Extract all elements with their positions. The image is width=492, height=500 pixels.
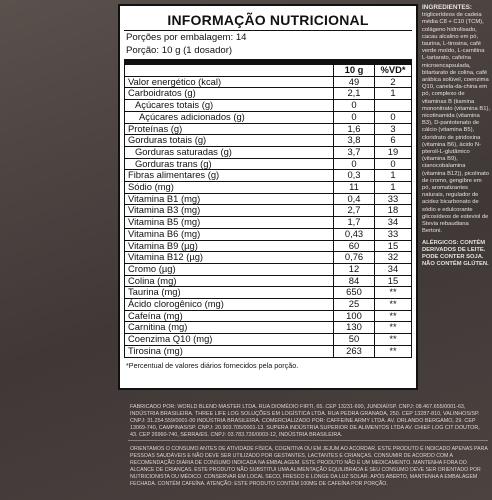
- table-row: [125, 88, 412, 100]
- nutrient-amount: 12: [334, 263, 375, 275]
- nutrient-name: Colina (mg): [125, 275, 334, 287]
- nutrient-dv: 1: [375, 170, 412, 182]
- nutrient-dv: 15: [375, 275, 412, 287]
- nutrition-title: INFORMAÇÃO NUTRICIONAL: [167, 12, 369, 28]
- nutrient-name: Ácido clorogênico (mg): [125, 299, 334, 311]
- nutrient-amount: 1,7: [334, 217, 375, 229]
- table-header-row: [125, 65, 412, 77]
- nutrient-name: Cafeína (mg): [125, 310, 334, 322]
- nutrient-dv: **: [375, 310, 412, 322]
- table-row: [125, 123, 412, 135]
- nutrient-dv: 34: [375, 217, 412, 229]
- allergy-warning: ALÉRGICOS: CONTÉM DERIVADOS DE LEITE. PODE CONTER SOJA. NÃO CONTÉM GLÚTEN.: [422, 239, 489, 268]
- nutrient-dv: 15: [375, 240, 412, 252]
- ingredients-text: triglicerídeos de cadeia média C8 + C10 (TCM), colágeno hidrolisado, cacau alcalino em pó, taurina, L-tirosina, café verde moído, L-carnitina L-tartarato, cafeína microencapsulada, bitartarato de colina, café arábica solúvel, coenzima Q10, canela-da-china em pó, complexo de vitaminas B (tiamina mononitrato (vitamina B1), nicotinamida (vitamina B3), D-pantotenato de cálcio (vitamina B5), cloridrato de piridoxina (vitamina B6), ácido N-pteroil-L-glutâmico (vitamina B9), cianocobalamina (vitamina B12)), picolinato de cromo, gengibre em pó, aromatizantes naturais, regulador de acidez bicarbonato de sódio e edulcorante glicosídeos de esteviol de Stevia rebaudiana Bertoni.: [422, 12, 490, 235]
- table-row: [125, 299, 412, 311]
- table-row: [125, 217, 412, 229]
- usage-warnings: ORIENTAMOS O CONSUMO ANTES DE ATIVIDADE FÍSICA, COGNITIVA OU EM JEJUM AO ACORDAR. ESTE PRODUTO É INDICADO APENAS PARA PESSOAS SAUDÁVEIS E NÃO DEVE SER UTILIZADO POR GESTANTES, LACTANTES E CRIANÇAS. CONSUMIR DE ACORDO COM A RECOMENDAÇÃO DIÁRIA DE CONSUMO INDICADA NA EMBALAGEM. ESTE PRODUTO NÃO É UM MEDICAMENTO. MANTENHA FORA DO ALCANCE DE CRIANÇAS. ESTE PRODUTO NÃO SUBSTITUI UMA ALIMENTAÇÃO EQUILIBRADA E SEU CONSUMO DEVE SER ORIENTADO POR NUTRICIONISTA OU MÉDICO. CONSERVAR EM LOCAL SECO, FRESCO E LONGE DA LUZ SOLAR. APÓS ABERTO, MANTENHA A EMBALAGEM FECHADA. CONTÉM CAFEÍNA. ATENÇÃO: ESTE PRODUTO CONTÉM 100MG DE CAFEÍNA POR PORÇÃO.: [130, 446, 488, 487]
- nutrient-amount: 3,8: [334, 135, 375, 147]
- nutrient-amount: 50: [334, 334, 375, 346]
- table-row: [125, 111, 412, 123]
- nutrient-dv: 3: [375, 123, 412, 135]
- nutrient-amount: 25: [334, 299, 375, 311]
- nutrient-dv: 18: [375, 205, 412, 217]
- nutrient-name: Vitamina B3 (mg): [125, 205, 334, 217]
- table-row: [125, 170, 412, 182]
- nutrient-dv: **: [375, 334, 412, 346]
- nutrient-amount: 0,4: [334, 193, 375, 205]
- nutrient-amount: 11: [334, 182, 375, 194]
- nutrient-amount: 0: [334, 158, 375, 170]
- nutrient-name: Açúcares adicionados (g): [125, 111, 334, 123]
- nutrient-dv: **: [375, 299, 412, 311]
- table-row: [125, 310, 412, 322]
- table-row: [125, 263, 412, 275]
- nutrient-name: Vitamina B12 (µg): [125, 252, 334, 264]
- footnote: *Percentual de valores diários fornecidos pela porção.: [126, 360, 299, 370]
- nutrient-dv: 33: [375, 228, 412, 240]
- nutrient-amount: 130: [334, 322, 375, 334]
- table-row: [125, 76, 412, 88]
- servings-per-package: Porções por embalagem: 14: [126, 32, 247, 43]
- nutrient-amount: 0,3: [334, 170, 375, 182]
- nutrient-name: Vitamina B6 (mg): [125, 228, 334, 240]
- nutrient-dv: 1: [375, 88, 412, 100]
- nutrient-name: Sódio (mg): [125, 182, 334, 194]
- nutrient-amount: 0: [334, 111, 375, 123]
- nutrient-name: Gorduras totais (g): [125, 135, 334, 147]
- nutrient-amount: 263: [334, 345, 375, 357]
- nutrient-dv: **: [375, 322, 412, 334]
- table-row: [125, 275, 412, 287]
- table-row: [125, 182, 412, 194]
- table-row: [125, 158, 412, 170]
- table-row: [125, 322, 412, 334]
- manufacturer-info: FABRICADO POR: WORLD BLEND MASTER LTDA. RUA DIOMÉDIO FIRTI, 65. CEP 13231-690, JUNDIAÍ/SP. CNPJ: 08.467.655/0001-63, INDÚSTRIA BRASILEIRA. THREE LIFE LOG SOLUÇÕES EM LOGÍSTICA LTDA. RUA PEDRA GRANADA, 250. CEP 13287-810, VALINHOS/SP. CNPJ: 31.254.559/0001-00 INDÚSTRIA BRASILEIRA. COMERCIALIZADO POR: CAFFEINE ARMY LTDA. AV. ORLANDO BERGAMO, 29. CEP 13069-740, CAMPINAS/SP. CNPJ: 20.903.705/0001-13. SUPERA INDÚSTRIA SUPERIOR DE ALIMENTOS LTDA AV. CHIEF LOG CIT DOUTOR, 43. CEP 26960-740, SERRA/ES. CNPJ: 03.783.726/0003-12, INDÚSTRIA BRASILEIRA.: [130, 404, 480, 438]
- nutrient-dv: **: [375, 345, 412, 357]
- nutrient-name: Vitamina B1 (mg): [125, 193, 334, 205]
- nutrient-name: Carboidratos (g): [125, 88, 334, 100]
- nutrient-name: Açúcares totais (g): [125, 100, 334, 112]
- ingredients-column: [422, 4, 490, 390]
- table-row: [125, 228, 412, 240]
- nutrient-amount: 0,76: [334, 252, 375, 264]
- nutrient-name: Vitamina B9 (µg): [125, 240, 334, 252]
- nutrient-amount: 0,43: [334, 228, 375, 240]
- nutrition-facts-panel: [118, 4, 418, 390]
- nutrient-amount: 2,7: [334, 205, 375, 217]
- nutrient-amount: 2,1: [334, 88, 375, 100]
- nutrient-name: Coenzima Q10 (mg): [125, 334, 334, 346]
- table-row: [125, 100, 412, 112]
- nutrient-dv: 0: [375, 111, 412, 123]
- nutrient-dv: [375, 100, 412, 112]
- nutrient-dv: 19: [375, 146, 412, 158]
- nutrient-amount: 100: [334, 310, 375, 322]
- header-dv: %VD*: [375, 65, 412, 77]
- ingredients-heading: INGREDIENTES:: [422, 4, 473, 11]
- table-row: [125, 193, 412, 205]
- nutrient-dv: 0: [375, 158, 412, 170]
- nutrient-amount: 3,7: [334, 146, 375, 158]
- table-row: [125, 287, 412, 299]
- nutrition-table: [124, 64, 412, 358]
- table-row: [125, 334, 412, 346]
- table-row: [125, 345, 412, 357]
- header-blank: [125, 65, 334, 77]
- bottom-divider: [128, 440, 488, 441]
- table-row: [125, 252, 412, 264]
- serving-size: Porção: 10 g (1 dosador): [126, 45, 233, 56]
- nutrient-dv: 34: [375, 263, 412, 275]
- nutrient-name: Carnitina (mg): [125, 322, 334, 334]
- nutrient-name: Cromo (µg): [125, 263, 334, 275]
- nutrient-amount: 84: [334, 275, 375, 287]
- nutrient-name: Tirosina (mg): [125, 345, 334, 357]
- nutrient-amount: 1,6: [334, 123, 375, 135]
- nutrient-name: Taurina (mg): [125, 287, 334, 299]
- nutrient-dv: 33: [375, 193, 412, 205]
- nutrient-amount: 60: [334, 240, 375, 252]
- nutrient-name: Valor energético (kcal): [125, 76, 334, 88]
- nutrient-name: Fibras alimentares (g): [125, 170, 334, 182]
- table-row: [125, 205, 412, 217]
- nutrient-name: Proteínas (g): [125, 123, 334, 135]
- nutrient-dv: 1: [375, 182, 412, 194]
- nutrient-amount: 0: [334, 100, 375, 112]
- table-row: [125, 146, 412, 158]
- nutrient-dv: 6: [375, 135, 412, 147]
- nutrient-name: Gorduras trans (g): [125, 158, 334, 170]
- nutrient-dv: 2: [375, 76, 412, 88]
- nutrient-dv: **: [375, 287, 412, 299]
- nutrient-amount: 650: [334, 287, 375, 299]
- nutrient-amount: 49: [334, 76, 375, 88]
- nutrient-name: Gorduras saturadas (g): [125, 146, 334, 158]
- header-amount: 10 g: [334, 65, 375, 77]
- nutrient-dv: 32: [375, 252, 412, 264]
- table-row: [125, 240, 412, 252]
- nutrient-name: Vitamina B5 (mg): [125, 217, 334, 229]
- table-row: [125, 135, 412, 147]
